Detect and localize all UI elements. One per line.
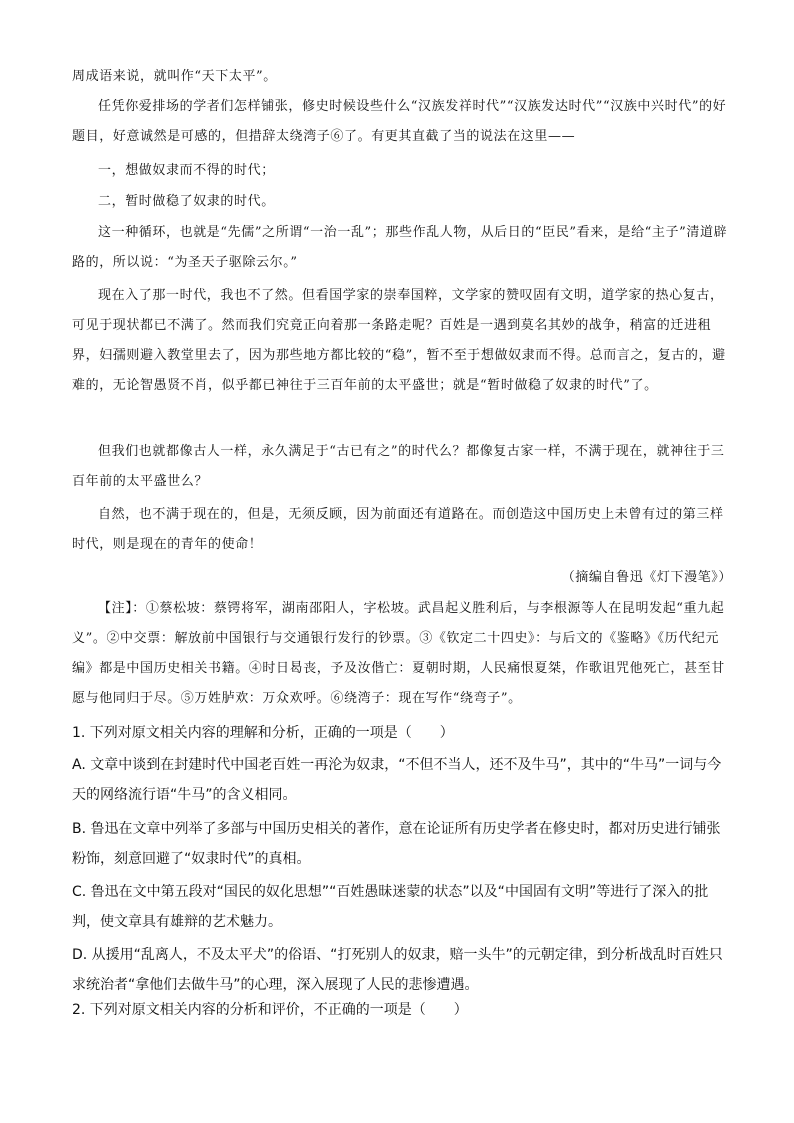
passage-paragraph: 任凭你爱排场的学者们怎样铺张，修史时候设些什么“汉族发祥时代”“汉族发达时代”“汉族中兴时代”的好题目，好意诚然是可感的，但措辞太绕湾子⑥了。有更其直截了当的说法在这里—— bbox=[72, 99, 727, 144]
question-1-option-b[interactable]: B. 鲁迅在文章中列举了多部与中国历史相关的著作，意在论证所有历史学者在修史时，都对历史进行铺张粉饰，刻意回避了“奴隶时代”的真相。 bbox=[72, 821, 721, 867]
passage-paragraph: 周成语来说，就叫作“天下太平”。 bbox=[72, 69, 277, 84]
question-1-option-d[interactable]: D. 从援用“乱离人，不及太平犬”的俗语、“打死别人的奴隶，赔一头牛”的元朝定律，到分析战乱时百姓只求统治者“拿他们去做牛马”的心理，深入展现了人民的悲惨遭遇。 bbox=[72, 947, 723, 993]
annotation-notes: 【注】：①蔡松坡：蔡锷将军，湖南邵阳人，字松坡。武昌起义胜利后，与李根源等人在昆明发起“重九起义”。②中交票：解放前中国银行与交通银行发行的钞票。③《钦定二十四史》：与后文的《鉴略》《历代纪元编》都是中国历史相关书籍。④时日曷丧，予及汝偕亡：夏朝时期，人民痛恨夏桀，作歌诅咒他死亡，甚至甘愿与他同归于尽。⑤万姓胪欢：万众欢呼。⑥绕湾子：现在写作“绕弯子”。 bbox=[72, 601, 725, 706]
passage-paragraph: 一，想做奴隶而不得的时代； bbox=[98, 163, 275, 178]
question-1-option-c[interactable]: C. 鲁迅在文中第五段对“国民的奴化思想”“百姓愚昧迷蒙的状态”以及“中国固有文明”等进行了深入的批判，使文章具有雄辩的艺术魅力。 bbox=[72, 884, 709, 930]
question-1-option-a[interactable]: A. 文章中谈到在封建时代中国老百姓一再沦为奴隶，“不但不当人，还不及牛马”，其中的“牛马”一词与今天的网络流行语“牛马”的含义相同。 bbox=[72, 757, 722, 803]
passage-paragraph: 自然，也不满于现在的，但是，无须反顾，因为前面还有道路在。而创造这中国历史上未曾有过的第三样时代，则是现在的青年的使命！ bbox=[72, 507, 724, 552]
passage-paragraph: 二，暂时做稳了奴隶的时代。 bbox=[98, 194, 275, 209]
passage-paragraph: 这一种循环，也就是“先儒”之所谓“一治一乱”；那些作乱人物，从后日的“臣民”看来，是给“主子”清道辟路的，所以说：“为圣天子驱除云尔。” bbox=[72, 225, 728, 270]
passage-paragraph: 现在入了那一时代，我也不了然。但看国学家的崇奉国粹，文学家的赞叹固有文明，道学家的热心复古，可见于现状都已不满了。然而我们究竟正向着那一条路走呢？百姓是一遇到莫名其妙的战争，稍富的迁进租界，妇孺则避入教堂里去了，因为那些地方都比较的“稳”，暂不至于想做奴隶而不得。总而言之，复古的，避难的，无论智愚贤不肖，似乎都已神往于三百年前的太平盛世；就是“暂时做稳了奴隶的时代”了。 bbox=[72, 288, 726, 393]
question-2-stem: 2. 下列对原文相关内容的分析和评价，不正确的一项是（ ） bbox=[72, 1002, 468, 1018]
passage-paragraph: 但我们也就都像古人一样，永久满足于“古已有之”的时代么？都像复古家一样，不满于现在，就神往于三百年前的太平盛世么？ bbox=[72, 444, 725, 489]
passage-source: （摘编自鲁迅《灯下漫笔》） bbox=[561, 570, 732, 585]
question-1-stem: 1. 下列对原文相关内容的理解和分析，正确的一项是（ ） bbox=[72, 725, 454, 741]
